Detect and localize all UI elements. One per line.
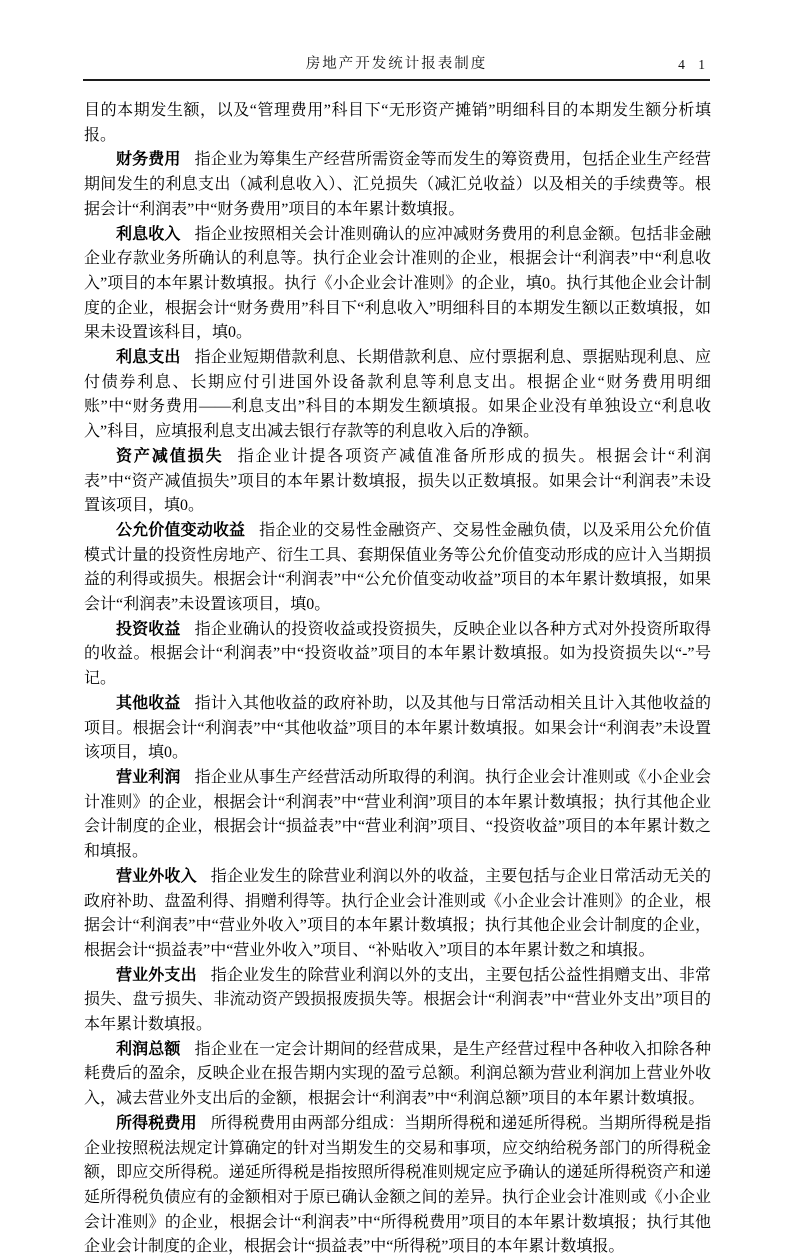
term-label: 营业外收入	[116, 867, 197, 885]
paragraph-text: 指企业发生的除营业利润以外的支出，主要包括公益性捐赠支出、非常损失、盘亏损失、非流动资产毁损报废损失等。根据会计“利润表”中“营业外支出”项目的本年累计数填报。	[84, 966, 711, 1034]
document-body	[84, 99, 711, 1260]
paragraph	[84, 346, 711, 445]
term-label: 资产减值损失	[116, 447, 224, 465]
paragraph-text: 指企业从事生产经营活动所取得的利润。执行企业会计准则或《小企业会计准则》的企业，根据会计“利润表”中“营业利润”项目的本年累计数填报；执行其他企业会计制度的企业，根据会计“损益表”中“营业利润”项目、“投资收益”项目的本年累计数之和填报。	[84, 768, 711, 861]
paragraph	[84, 1038, 711, 1112]
paragraph	[84, 148, 711, 222]
paragraph	[84, 618, 711, 692]
paragraph	[84, 1112, 711, 1260]
paragraph-text: 指企业为筹集生产经营所需资金等而发生的筹资费用，包括企业生产经营期间发生的利息支出（减利息收入）、汇兑损失（减汇兑收益）以及相关的手续费等。根据会计“利润表”中“财务费用”项目的本年累计数填报。	[84, 151, 711, 218]
header-title: 房地产开发统计报表制度	[305, 56, 488, 72]
term-label: 其他收益	[116, 694, 181, 712]
paragraph-text: 所得税费用由两部分组成：当期所得税和递延所得税。当期所得税是指企业按照税法规定计算确定的针对当期发生的交易和事项，应交纳给税务部门的所得税金额，即应交所得税。递延所得税是指按照所得税准则规定应予确认的递延所得税资产和递延所得税负债应有的金额相对于原已确认金额之间的差异。执行企业会计准则或《小企业会计准则》的企业，根据会计“利润表”中“所得税费用”项目的本年累计数填报；执行其他企业会计制度的企业，根据会计“损益表”中“所得税”项目的本年累计数填报。	[84, 1114, 711, 1256]
term-label: 所得税费用	[116, 1114, 197, 1132]
term-label: 财务费用	[116, 151, 181, 169]
paragraph-text: 指企业的交易性金融资产、交易性金融负债，以及采用公允价值模式计量的投资性房地产、衍生工具、套期保值业务等公允价值变动形成的应计入当期损益的利得或损失。根据会计“利润表”中“公允价值变动收益”项目的本年累计数填报，如果会计“利润表”未设置该项目，填0。	[84, 521, 711, 614]
paragraph-text: 指计入其他收益的政府补助，以及其他与日常活动相关且计入其他收益的项目。根据会计“利润表”中“其他收益”项目的本年累计数填报。如果会计“利润表”未设置该项目，填0。	[84, 694, 711, 762]
page-header	[83, 52, 710, 81]
paragraph	[84, 865, 711, 964]
paragraph	[84, 766, 711, 865]
paragraph	[84, 692, 711, 766]
paragraph-text: 指企业计提各项资产减值准备所形成的损失。根据会计“利润表”中“资产减值损失”项目的本年累计数填报，损失以正数填报。如果会计“利润表”未设置该项目，填0。	[84, 447, 711, 515]
paragraph-text: 目的本期发生额，以及“管理费用”科目下“无形资产摊销”明细科目的本期发生额分析填报。	[84, 102, 711, 144]
term-label: 利息收入	[116, 225, 181, 243]
term-label: 营业外支出	[116, 966, 197, 984]
paragraph-text: 指企业按照相关会计准则确认的应冲减财务费用的利息金额。包括非金融企业存款业务所确认的利息等。执行企业会计准则的企业，根据会计“利润表”中“利息收入”项目的本年累计数填报。执行《小企业会计准则》的企业，填0。执行其他企业会计制度的企业，根据会计“财务费用”科目下“利息收入”明细科目的本期发生额以正数填报，如果未设置该科目，填0。	[84, 225, 711, 342]
paragraph-text: 指企业在一定会计期间的经营成果，是生产经营过程中各种收入扣除各种耗费后的盈余，反映企业在报告期内实现的盈亏总额。利润总额为营业利润加上营业外收入，减去营业外支出后的金额，根据会计“利润表”中“利润总额”项目的本年累计数填报。	[84, 1040, 711, 1108]
term-label: 利息支出	[116, 349, 181, 367]
paragraph	[84, 445, 711, 519]
term-label: 投资收益	[116, 620, 181, 638]
paragraph	[84, 223, 711, 347]
paragraph	[84, 519, 711, 618]
term-label: 营业利润	[116, 768, 181, 786]
page-number: 4 1	[678, 57, 710, 72]
term-label: 利润总额	[116, 1040, 181, 1058]
paragraph	[84, 99, 711, 148]
paragraph-text: 指企业确认的投资收益或投资损失，反映企业以各种方式对外投资所取得的收益。根据会计“利润表”中“投资收益”项目的本年累计数填报。如为投资损失以“-”号记。	[84, 620, 711, 688]
paragraph	[84, 964, 711, 1038]
paragraph-text: 指企业短期借款利息、长期借款利息、应付票据利息、票据贴现利息、应付债券利息、长期应付引进国外设备款利息等利息支出。根据企业“财务费用明细账”中“财务费用——利息支出”科目的本期发生额填报。如果企业没有单独设立“利息收入”科目，应填报利息支出减去银行存款等的利息收入后的净额。	[84, 349, 711, 441]
term-label: 公允价值变动收益	[116, 521, 246, 539]
paragraph-text: 指企业发生的除营业利润以外的收益，主要包括与企业日常活动无关的政府补助、盘盈利得、捐赠利得等。执行企业会计准则或《小企业会计准则》的企业，根据会计“利润表”中“营业外收入”项目的本年累计数填报；执行其他企业会计制度的企业，根据会计“损益表”中“营业外收入”项目、“补贴收入”项目的本年累计数之和填报。	[84, 867, 711, 959]
